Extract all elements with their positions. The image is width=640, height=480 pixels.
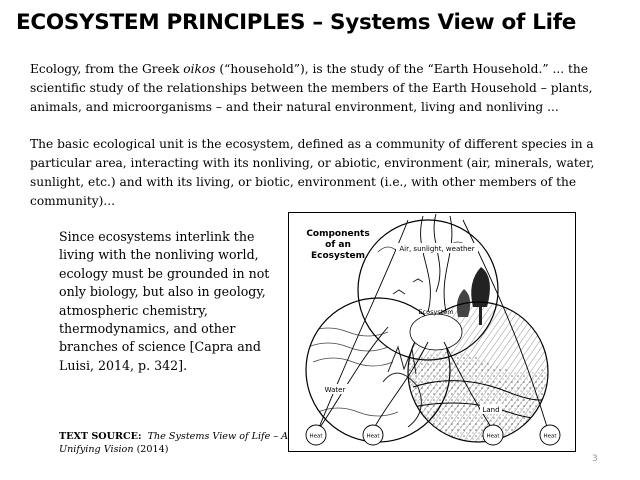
page-number: 3 [592,454,598,464]
slide-title: ECOSYSTEM PRINCIPLES – Systems View of Life [16,10,577,35]
heat-label-1: Heat [309,433,323,440]
text-source-book-title: The Systems View of Life – A Unifying Vision [59,431,289,455]
ecology-definition-paragraph [30,60,620,117]
heat-label-4: Heat [543,433,557,440]
text-source-label: TEXT SOURCE: [59,431,142,442]
ecosystem-core [410,314,462,350]
ecosystem-components-diagram [288,212,576,452]
air-label: Air, sunlight, weather [399,245,475,253]
diagram-title-line-3: Ecosystem [310,251,366,261]
text-source-citation [59,430,299,456]
diagram-title-line-2: of an [325,240,351,250]
water-label: Water [324,386,346,394]
para1-text-after: (“household”), is the study of the “Earth Household.” ... the scientific study of the relationships between the members of the Earth Household – plants, animals, and microorganisms – and their natural environment, living and nonliving ... [30,62,593,114]
text-source-year: (2014) [133,444,169,455]
ecosystem-label: Ecosystem [418,308,454,316]
heat-label-3: Heat [486,433,500,440]
para1-text-before: Ecology, from the Greek [30,62,184,76]
oikos-term: oikos [183,62,216,76]
capra-quote: Since ecosystems interlink the living with the nonliving world, ecology must be grounded in not only biology, but also in geology, atmospheric chemistry, thermodynamics, and other branches of science [Capra and Luisi, 2014, p. 342]. [59,229,270,373]
diagram-title-line-1: Components [306,229,370,239]
ecosystem-definition-paragraph: The basic ecological unit is the ecosystem, defined as a community of different species in a particular area, interacting with its nonliving, or abiotic, environment (air, minerals, water, sunlight, etc.) and with its living, or biotic, environment (i.e., with other members of the community)... [30,137,595,208]
heat-label-2: Heat [366,433,380,440]
land-label: Land [482,406,500,414]
